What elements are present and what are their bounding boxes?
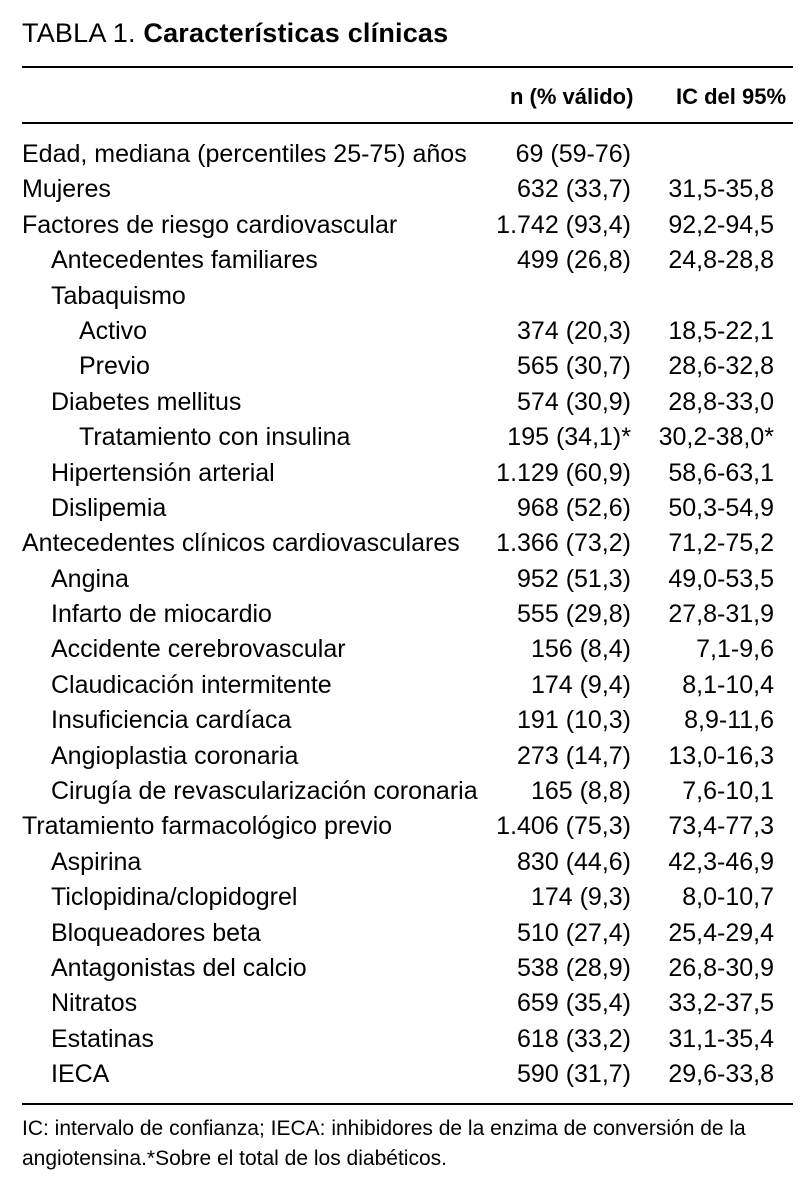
row-ic-value: 30,2-38,0* xyxy=(658,423,774,452)
row-n-value: 830 (44,6) xyxy=(517,847,631,876)
row-ic-value: 8,1-10,4 xyxy=(682,670,774,699)
table-row xyxy=(0,703,811,738)
row-ic-value: 18,5-22,1 xyxy=(668,316,774,345)
table-caption: Características clínicas xyxy=(143,18,449,48)
row-label: Angioplastia coronaria xyxy=(51,741,299,770)
header-rule xyxy=(22,122,793,124)
row-n-value: 156 (8,4) xyxy=(530,635,631,664)
row-n-value: 574 (30,9) xyxy=(517,387,631,416)
row-label: Aspirina xyxy=(51,847,142,876)
table-row xyxy=(0,668,811,703)
table-row xyxy=(0,1022,811,1057)
row-n-value: 1.129 (60,9) xyxy=(496,458,631,487)
row-ic-value: 28,6-32,8 xyxy=(668,352,774,381)
row-n-value: 1.366 (73,2) xyxy=(496,529,631,558)
row-ic-value: 33,2-37,5 xyxy=(668,989,774,1018)
row-label: Cirugía de revascularización coronaria xyxy=(51,777,478,806)
table-row xyxy=(0,314,811,349)
row-label: Hipertensión arterial xyxy=(51,458,275,487)
row-ic-value: 24,8-28,8 xyxy=(668,246,774,275)
row-n-value: 618 (33,2) xyxy=(517,1024,631,1053)
row-ic-value: 25,4-29,4 xyxy=(668,918,774,947)
table-row xyxy=(0,208,811,243)
row-n-value: 174 (9,4) xyxy=(530,670,631,699)
row-label: Estatinas xyxy=(51,1024,154,1053)
row-label: Diabetes mellitus xyxy=(51,387,242,416)
row-label: Ticlopidina/clopidogrel xyxy=(51,883,298,912)
row-label: Claudicación intermitente xyxy=(51,670,332,699)
row-label: Tratamiento con insulina xyxy=(79,423,351,452)
row-ic-value: 7,1-9,6 xyxy=(696,635,774,664)
column-header-n: n (% válido) xyxy=(510,84,634,109)
row-ic-value: 49,0-53,5 xyxy=(668,564,774,593)
row-n-value: 195 (34,1)* xyxy=(507,423,631,452)
table-row xyxy=(0,916,811,951)
table-footnote: IC: intervalo de confianza; IECA: inhibidores de la enzima de conversión de la angiotensina.*Sobre el total de los diabéticos. xyxy=(22,1117,746,1170)
table-row xyxy=(0,562,811,597)
row-n-value: 538 (28,9) xyxy=(517,953,631,982)
row-ic-value: 42,3-46,9 xyxy=(668,847,774,876)
column-header-ic: IC del 95% xyxy=(676,84,787,109)
row-ic-value: 31,5-35,8 xyxy=(668,175,774,204)
row-label: Bloqueadores beta xyxy=(51,918,261,947)
table-row xyxy=(0,597,811,632)
table-row xyxy=(0,385,811,420)
row-n-value: 555 (29,8) xyxy=(517,600,631,629)
row-ic-value: 27,8-31,9 xyxy=(668,600,774,629)
table-body xyxy=(0,137,811,1093)
row-label: Factores de riesgo cardiovascular xyxy=(22,210,398,239)
table-row xyxy=(0,632,811,667)
table-number: TABLA 1. xyxy=(22,18,136,48)
row-ic-value: 26,8-30,9 xyxy=(668,953,774,982)
row-n-value: 191 (10,3) xyxy=(517,706,631,735)
row-label: Angina xyxy=(51,564,129,593)
row-label: Insuficiencia cardíaca xyxy=(51,706,292,735)
row-ic-value: 71,2-75,2 xyxy=(668,529,774,558)
row-label: Dislipemia xyxy=(51,493,167,522)
row-n-value: 69 (59-76) xyxy=(515,140,631,168)
table-row xyxy=(0,172,811,207)
row-n-value: 499 (26,8) xyxy=(517,246,631,275)
row-ic-value: 28,8-33,0 xyxy=(668,387,774,416)
row-label: Tabaquismo xyxy=(51,281,186,310)
table-title xyxy=(22,18,448,49)
row-ic-value: 29,6-33,8 xyxy=(668,1060,774,1089)
row-label: Tratamiento farmacológico previo xyxy=(22,812,393,841)
row-n-value: 590 (31,7) xyxy=(517,1060,631,1089)
row-label: Edad, mediana (percentiles 25-75) años xyxy=(22,140,467,168)
row-ic-value: 31,1-35,4 xyxy=(668,1024,774,1053)
top-rule xyxy=(22,66,793,68)
row-ic-value: 8,0-10,7 xyxy=(682,883,774,912)
row-ic-value: 58,6-63,1 xyxy=(668,458,774,487)
table-row xyxy=(0,491,811,526)
row-n-value: 565 (30,7) xyxy=(517,352,631,381)
row-ic-value: 8,9-11,6 xyxy=(684,706,774,735)
row-label: Antecedentes clínicos cardiovasculares xyxy=(22,529,460,558)
row-label: IECA xyxy=(51,1060,110,1089)
row-ic-value: 13,0-16,3 xyxy=(668,741,774,770)
table-row xyxy=(0,243,811,278)
row-n-value: 632 (33,7) xyxy=(517,175,631,204)
table-row xyxy=(0,774,811,809)
row-n-value: 374 (20,3) xyxy=(517,316,631,345)
row-label: Previo xyxy=(79,352,150,381)
table-row xyxy=(0,739,811,774)
row-n-value: 510 (27,4) xyxy=(517,918,631,947)
table-row xyxy=(0,880,811,915)
table-row xyxy=(0,526,811,561)
row-n-value: 1.742 (93,4) xyxy=(496,210,631,239)
row-label: Nitratos xyxy=(51,989,138,1018)
table-row xyxy=(0,809,811,844)
row-n-value: 1.406 (75,3) xyxy=(496,812,631,841)
table-row xyxy=(0,1057,811,1092)
row-n-value: 968 (52,6) xyxy=(517,493,631,522)
row-ic-value: 73,4-77,3 xyxy=(668,812,774,841)
table-row xyxy=(0,420,811,455)
row-n-value: 273 (14,7) xyxy=(517,741,631,770)
row-label: Antagonistas del calcio xyxy=(51,953,307,982)
row-ic-value: 7,6-10,1 xyxy=(682,777,774,806)
row-label: Antecedentes familiares xyxy=(51,246,318,275)
row-label: Mujeres xyxy=(22,175,111,204)
row-ic-value: 92,2-94,5 xyxy=(668,210,774,239)
table-row xyxy=(0,456,811,491)
bottom-rule xyxy=(22,1103,793,1105)
row-label: Accidente cerebrovascular xyxy=(51,635,346,664)
row-n-value: 174 (9,3) xyxy=(530,883,631,912)
row-ic-value: 50,3-54,9 xyxy=(668,493,774,522)
table-row xyxy=(0,137,811,172)
table-row xyxy=(0,279,811,314)
table-row xyxy=(0,951,811,986)
table-row xyxy=(0,845,811,880)
row-label: Infarto de miocardio xyxy=(51,600,272,629)
row-n-value: 659 (35,4) xyxy=(517,989,631,1018)
row-n-value: 165 (8,8) xyxy=(530,777,631,806)
table-row xyxy=(0,986,811,1021)
table-row xyxy=(0,349,811,384)
row-label: Activo xyxy=(79,316,148,345)
row-n-value: 952 (51,3) xyxy=(517,564,631,593)
